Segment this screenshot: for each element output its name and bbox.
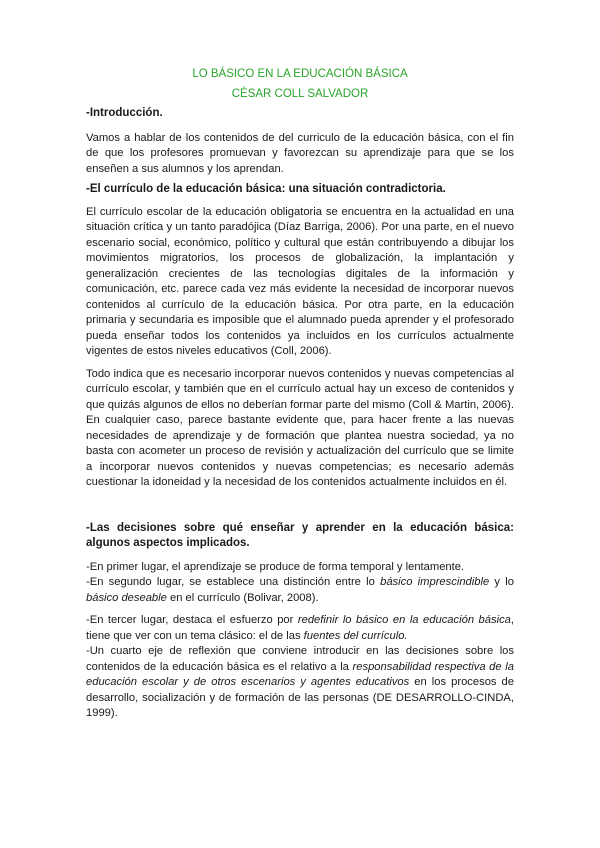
decisions-paragraph-2: [86, 613, 514, 722]
third-point-emphasis-1: redefinir lo básico en la educación básica: [297, 614, 511, 626]
fourth-point-end: en los procesos de desarrollo, socialización y de formación de las personas (DE DESARROLLO-CINDA, 1999).: [86, 676, 514, 719]
second-point-end: en el currículo (Bolivar, 2008).: [166, 591, 319, 604]
first-point: -En primer lugar, el aprendizaje se produce de forma temporal y lentamente.: [86, 560, 465, 573]
third-point-emphasis-2: fuentes del currículo.: [303, 629, 408, 642]
decisions-heading: -Las decisiones sobre qué enseñar y aprender en la educación básica: algunos aspectos implicados.: [86, 521, 514, 549]
second-point-emphasis-2: básico deseable: [86, 591, 167, 604]
document-title: LO BÁSICO EN LA EDUCACIÓN BÁSICA: [192, 68, 408, 80]
third-point-mid: , tiene que ver con un tema clásico: el de las: [86, 614, 514, 642]
second-point-emphasis-1: básico imprescindible: [380, 576, 490, 588]
fourth-point-emphasis: responsabilidad respectiva de la educación escolar y de otros escenarios y agentes educativos: [86, 660, 514, 688]
decisions-paragraph-1: [86, 560, 514, 607]
second-point-intro: -En segundo lugar, se establece una distinción entre lo: [86, 576, 381, 588]
third-point-intro: -En tercer lugar, destaca el esfuerzo por: [86, 614, 298, 626]
curriculum-heading: -El currículo de la educación básica: una situación contradictoria.: [86, 183, 446, 195]
fourth-point-intro: -Un cuarto eje de reflexión que conviene introducir en las decisiones sobre los contenidos de la educación básica es el relativo a la: [86, 645, 514, 673]
intro-heading: -Introducción.: [86, 107, 163, 119]
second-point-mid: y lo: [489, 576, 514, 588]
intro-paragraph: Vamos a hablar de los contenidos de del curriculo de la educación básica, con el fin de que los profesores promuevan y favorezcan su aprendizaje para que se los enseñen a sus alumnos y los aprendan.: [86, 131, 514, 175]
document-author: CÉSAR COLL SALVADOR: [231, 88, 369, 100]
curriculum-paragraph-2: Todo indica que es necesario incorporar nuevos contenidos y nuevas competencias al currículo escolar, y también que en el currículo actual hay un exceso de contenidos y que quizás algunos de ellos no deberían formar parte del mismo (Coll & Martin, 2006). En cualquier caso, parece bastante evidente que, para hacer frente a las nuevas necesidades de aprendizaje y de formación que plantea nuestra sociedad, ya no basta con acometer un proceso de revisión y actualización del currículo que se limite a incorporar nuevos contenidos y nuevas competencias; es necesario además cuestionar la idoneidad y la necesidad de los contenidos actualmente incluidos en él.: [86, 367, 514, 488]
curriculum-paragraph-1: El currículo escolar de la educación obligatoria se encuentra en la actualidad en una situación crítica y un tanto paradójica (Díaz Barriga, 2006). Por una parte, en el nuevo escenario social, económico, político y cultural que están contribuyendo a dibujar los movimientos migratorios, los procesos de globalización, la implantación y generalización crecientes de las tecnologías digitales de la información y comunicación, etc. parece cada vez más evidente la necesidad de incorporar nuevos contenidos al currículo de la educación básica. Por otra parte, en la educación primaria y secundaria es imposible que el alumnado pueda aprender y el profesorado pueda enseñar todos los contenidos ya incluidos en los currículos actualmente vigentes de estos niveles educativos (Coll, 2006).: [86, 205, 514, 357]
